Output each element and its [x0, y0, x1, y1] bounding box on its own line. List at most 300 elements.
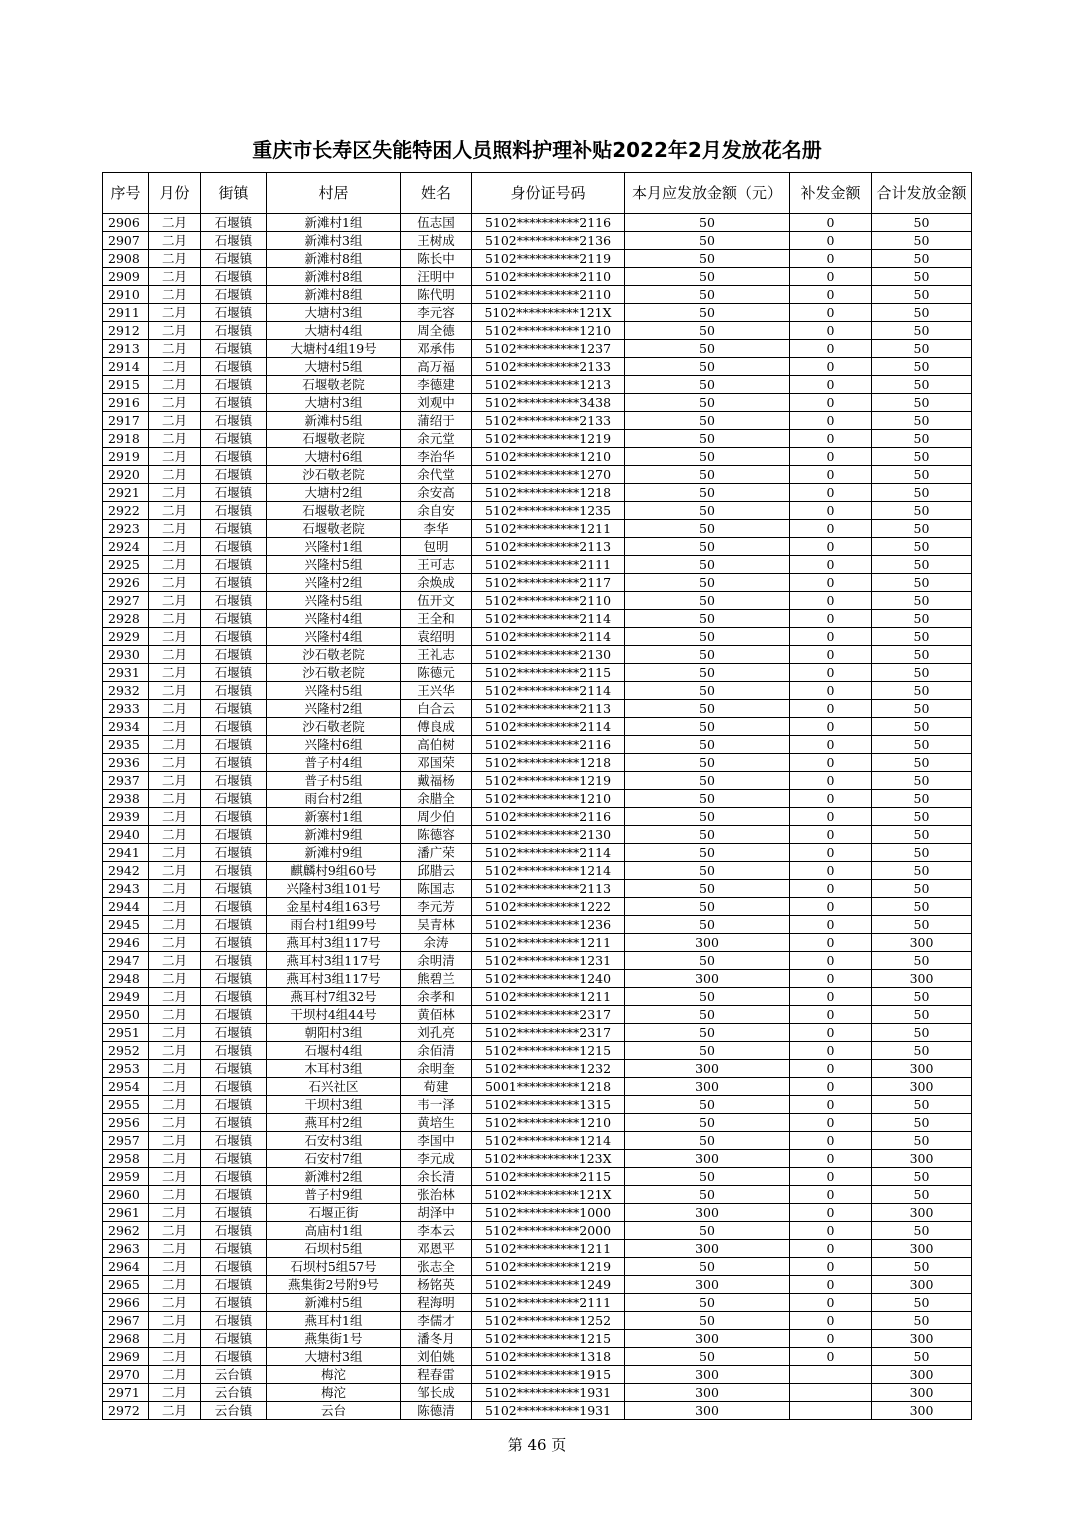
cell-village: 麒麟村9组60号 [267, 862, 401, 880]
table-row [103, 1150, 972, 1168]
cell-total-amount: 50 [872, 574, 972, 592]
cell-monthly-amount: 50 [625, 574, 790, 592]
cell-id-number: 5102**********1915 [472, 1366, 625, 1384]
cell-id-number: 5102**********1210 [472, 322, 625, 340]
table-row [103, 340, 972, 358]
cell-village: 燕耳村3组117号 [267, 934, 401, 952]
cell-town: 石堰镇 [201, 1186, 267, 1204]
cell-village: 新滩村5组 [267, 1294, 401, 1312]
cell-monthly-amount: 50 [625, 1258, 790, 1276]
cell-village: 金星村4组163号 [267, 898, 401, 916]
cell-monthly-amount: 50 [625, 898, 790, 916]
cell-town: 石堰镇 [201, 772, 267, 790]
cell-id-number: 5102**********2113 [472, 538, 625, 556]
table-row [103, 952, 972, 970]
cell-seq: 2911 [103, 304, 149, 322]
cell-total-amount: 50 [872, 1006, 972, 1024]
cell-id-number: 5102**********2136 [472, 232, 625, 250]
cell-monthly-amount: 300 [625, 1240, 790, 1258]
cell-town: 石堰镇 [201, 1150, 267, 1168]
cell-name: 黄培生 [401, 1114, 472, 1132]
cell-village: 新滩村8组 [267, 250, 401, 268]
cell-supplement-amount: 0 [790, 1042, 872, 1060]
header-id-number: 身份证号码 [472, 173, 625, 214]
cell-name: 余安高 [401, 484, 472, 502]
cell-month: 二月 [149, 358, 201, 376]
cell-month: 二月 [149, 1294, 201, 1312]
cell-month: 二月 [149, 448, 201, 466]
cell-seq: 2906 [103, 214, 149, 232]
cell-seq: 2936 [103, 754, 149, 772]
cell-town: 石堰镇 [201, 232, 267, 250]
cell-town: 石堰镇 [201, 988, 267, 1006]
cell-seq: 2946 [103, 934, 149, 952]
cell-month: 二月 [149, 610, 201, 628]
cell-name: 刘观中 [401, 394, 472, 412]
cell-month: 二月 [149, 304, 201, 322]
cell-total-amount: 50 [872, 376, 972, 394]
cell-total-amount: 50 [872, 664, 972, 682]
cell-monthly-amount: 50 [625, 232, 790, 250]
cell-month: 二月 [149, 1258, 201, 1276]
cell-village: 石安村7组 [267, 1150, 401, 1168]
cell-monthly-amount: 50 [625, 1168, 790, 1186]
cell-name: 王可志 [401, 556, 472, 574]
cell-month: 二月 [149, 232, 201, 250]
cell-town: 石堰镇 [201, 808, 267, 826]
cell-monthly-amount: 50 [625, 700, 790, 718]
cell-village: 普子村5组 [267, 772, 401, 790]
cell-name: 陈国志 [401, 880, 472, 898]
cell-supplement-amount: 0 [790, 1096, 872, 1114]
cell-month: 二月 [149, 682, 201, 700]
cell-month: 二月 [149, 1168, 201, 1186]
cell-town: 石堰镇 [201, 592, 267, 610]
cell-total-amount: 50 [872, 754, 972, 772]
cell-id-number: 5102**********2117 [472, 574, 625, 592]
cell-id-number: 5102**********1214 [472, 862, 625, 880]
cell-monthly-amount: 50 [625, 844, 790, 862]
table-row [103, 286, 972, 304]
cell-town: 石堰镇 [201, 358, 267, 376]
cell-village: 新滩村9组 [267, 826, 401, 844]
cell-id-number: 5102**********2116 [472, 214, 625, 232]
cell-seq: 2919 [103, 448, 149, 466]
cell-total-amount: 50 [872, 1024, 972, 1042]
cell-supplement-amount: 0 [790, 322, 872, 340]
cell-village: 燕耳村3组117号 [267, 952, 401, 970]
header-seq: 序号 [103, 173, 149, 214]
cell-monthly-amount: 50 [625, 1114, 790, 1132]
cell-monthly-amount: 50 [625, 664, 790, 682]
cell-village: 兴隆村6组 [267, 736, 401, 754]
cell-seq: 2938 [103, 790, 149, 808]
cell-total-amount: 50 [872, 322, 972, 340]
cell-id-number: 5102**********1219 [472, 772, 625, 790]
cell-id-number: 5102**********1235 [472, 502, 625, 520]
cell-supplement-amount: 0 [790, 1240, 872, 1258]
cell-town: 石堰镇 [201, 700, 267, 718]
cell-village: 石堰正街 [267, 1204, 401, 1222]
cell-total-amount: 300 [872, 1150, 972, 1168]
cell-supplement-amount: 0 [790, 268, 872, 286]
cell-seq: 2925 [103, 556, 149, 574]
cell-town: 石堰镇 [201, 430, 267, 448]
cell-supplement-amount: 0 [790, 682, 872, 700]
cell-month: 二月 [149, 1384, 201, 1402]
cell-name: 高伯树 [401, 736, 472, 754]
cell-name: 余焕成 [401, 574, 472, 592]
cell-total-amount: 50 [872, 358, 972, 376]
cell-monthly-amount: 50 [625, 1006, 790, 1024]
cell-name: 王兴华 [401, 682, 472, 700]
cell-total-amount: 50 [872, 808, 972, 826]
cell-village: 沙石敬老院 [267, 646, 401, 664]
table-row [103, 1294, 972, 1312]
cell-monthly-amount: 50 [625, 502, 790, 520]
cell-village: 梅沱 [267, 1384, 401, 1402]
cell-seq: 2963 [103, 1240, 149, 1258]
cell-total-amount: 300 [872, 1366, 972, 1384]
cell-village: 新滩村8组 [267, 268, 401, 286]
cell-month: 二月 [149, 1024, 201, 1042]
cell-monthly-amount: 50 [625, 538, 790, 556]
table-row [103, 1204, 972, 1222]
cell-month: 二月 [149, 250, 201, 268]
cell-town: 石堰镇 [201, 862, 267, 880]
table-row [103, 1132, 972, 1150]
cell-monthly-amount: 50 [625, 304, 790, 322]
cell-seq: 2952 [103, 1042, 149, 1060]
cell-name: 邹长成 [401, 1384, 472, 1402]
cell-total-amount: 50 [872, 1348, 972, 1366]
cell-total-amount: 300 [872, 1240, 972, 1258]
table-row [103, 1348, 972, 1366]
cell-name: 傅良成 [401, 718, 472, 736]
cell-name: 邓承伟 [401, 340, 472, 358]
cell-town: 石堰镇 [201, 214, 267, 232]
table-row [103, 1186, 972, 1204]
cell-seq: 2929 [103, 628, 149, 646]
table-row [103, 1096, 972, 1114]
cell-village: 干坝村4组44号 [267, 1006, 401, 1024]
cell-monthly-amount: 50 [625, 916, 790, 934]
cell-monthly-amount: 50 [625, 484, 790, 502]
cell-total-amount: 50 [872, 736, 972, 754]
cell-town: 石堰镇 [201, 1222, 267, 1240]
cell-monthly-amount: 300 [625, 1150, 790, 1168]
cell-total-amount: 50 [872, 916, 972, 934]
cell-monthly-amount: 50 [625, 430, 790, 448]
cell-month: 二月 [149, 520, 201, 538]
cell-id-number: 5102**********1210 [472, 448, 625, 466]
cell-monthly-amount: 50 [625, 1024, 790, 1042]
cell-seq: 2945 [103, 916, 149, 934]
table-row [103, 1330, 972, 1348]
cell-seq: 2931 [103, 664, 149, 682]
cell-name: 刘孔亮 [401, 1024, 472, 1042]
cell-id-number: 5102**********1211 [472, 1240, 625, 1258]
cell-monthly-amount: 300 [625, 1384, 790, 1402]
cell-id-number: 5102**********1219 [472, 1258, 625, 1276]
cell-seq: 2959 [103, 1168, 149, 1186]
table-row [103, 556, 972, 574]
cell-village: 兴隆村2组 [267, 700, 401, 718]
cell-seq: 2908 [103, 250, 149, 268]
cell-seq: 2932 [103, 682, 149, 700]
cell-village: 石坝村5组 [267, 1240, 401, 1258]
cell-total-amount: 50 [872, 286, 972, 304]
table-row [103, 214, 972, 232]
cell-supplement-amount: 0 [790, 430, 872, 448]
cell-supplement-amount: 0 [790, 214, 872, 232]
cell-supplement-amount: 0 [790, 574, 872, 592]
cell-supplement-amount: 0 [790, 1204, 872, 1222]
cell-monthly-amount: 300 [625, 1366, 790, 1384]
cell-total-amount: 50 [872, 1312, 972, 1330]
table-row [103, 358, 972, 376]
cell-village: 石坝村5组57号 [267, 1258, 401, 1276]
cell-supplement-amount: 0 [790, 700, 872, 718]
cell-supplement-amount: 0 [790, 826, 872, 844]
cell-town: 石堰镇 [201, 952, 267, 970]
cell-seq: 2926 [103, 574, 149, 592]
cell-name: 李国中 [401, 1132, 472, 1150]
cell-total-amount: 50 [872, 538, 972, 556]
cell-id-number: 5102**********2114 [472, 718, 625, 736]
cell-seq: 2967 [103, 1312, 149, 1330]
cell-seq: 2934 [103, 718, 149, 736]
cell-name: 程春雷 [401, 1366, 472, 1384]
cell-seq: 2917 [103, 412, 149, 430]
cell-town: 石堰镇 [201, 1348, 267, 1366]
cell-monthly-amount: 50 [625, 754, 790, 772]
cell-total-amount: 50 [872, 628, 972, 646]
cell-supplement-amount: 0 [790, 376, 872, 394]
cell-seq: 2944 [103, 898, 149, 916]
cell-supplement-amount: 0 [790, 916, 872, 934]
table-row [103, 628, 972, 646]
cell-total-amount: 50 [872, 1132, 972, 1150]
cell-name: 余长清 [401, 1168, 472, 1186]
table-row [103, 1312, 972, 1330]
cell-monthly-amount: 50 [625, 250, 790, 268]
cell-total-amount: 50 [872, 1096, 972, 1114]
cell-month: 二月 [149, 340, 201, 358]
header-monthly-amount: 本月应发放金额（元） [625, 173, 790, 214]
cell-id-number: 5102**********1211 [472, 520, 625, 538]
cell-village: 燕集街1号 [267, 1330, 401, 1348]
table-row [103, 1276, 972, 1294]
cell-total-amount: 50 [872, 988, 972, 1006]
cell-id-number: 5102**********1237 [472, 340, 625, 358]
cell-id-number: 5001**********1218 [472, 1078, 625, 1096]
cell-supplement-amount: 0 [790, 412, 872, 430]
cell-monthly-amount: 50 [625, 952, 790, 970]
cell-supplement-amount: 0 [790, 1024, 872, 1042]
cell-town: 石堰镇 [201, 1096, 267, 1114]
cell-month: 二月 [149, 1366, 201, 1384]
cell-village: 兴隆村5组 [267, 556, 401, 574]
cell-id-number: 5102**********1240 [472, 970, 625, 988]
cell-supplement-amount: 0 [790, 286, 872, 304]
cell-total-amount: 300 [872, 1276, 972, 1294]
cell-month: 二月 [149, 286, 201, 304]
cell-town: 石堰镇 [201, 1204, 267, 1222]
cell-town: 石堰镇 [201, 718, 267, 736]
cell-town: 云台镇 [201, 1366, 267, 1384]
cell-supplement-amount: 0 [790, 1150, 872, 1168]
cell-supplement-amount [790, 1402, 872, 1420]
cell-town: 石堰镇 [201, 1078, 267, 1096]
cell-id-number: 5102**********1210 [472, 1114, 625, 1132]
cell-town: 石堰镇 [201, 1114, 267, 1132]
cell-id-number: 5102**********1214 [472, 1132, 625, 1150]
table-row [103, 880, 972, 898]
cell-id-number: 5102**********1236 [472, 916, 625, 934]
cell-monthly-amount: 50 [625, 340, 790, 358]
cell-supplement-amount: 0 [790, 1276, 872, 1294]
cell-name: 余明奎 [401, 1060, 472, 1078]
cell-monthly-amount: 50 [625, 790, 790, 808]
cell-monthly-amount: 300 [625, 1330, 790, 1348]
cell-supplement-amount: 0 [790, 934, 872, 952]
cell-month: 二月 [149, 970, 201, 988]
cell-seq: 2961 [103, 1204, 149, 1222]
cell-name: 伍开文 [401, 592, 472, 610]
table-row [103, 646, 972, 664]
cell-seq: 2916 [103, 394, 149, 412]
cell-supplement-amount: 0 [790, 1132, 872, 1150]
table-row [103, 232, 972, 250]
cell-name: 胡泽中 [401, 1204, 472, 1222]
cell-village: 石堰敬老院 [267, 430, 401, 448]
table-header-row [103, 173, 972, 214]
cell-seq: 2913 [103, 340, 149, 358]
cell-monthly-amount: 300 [625, 1204, 790, 1222]
table-row [103, 934, 972, 952]
cell-supplement-amount: 0 [790, 1168, 872, 1186]
cell-village: 兴隆村2组 [267, 574, 401, 592]
cell-total-amount: 50 [872, 1222, 972, 1240]
cell-town: 云台镇 [201, 1402, 267, 1420]
cell-village: 大塘村4组19号 [267, 340, 401, 358]
cell-id-number: 5102**********2114 [472, 628, 625, 646]
cell-id-number: 5102**********1231 [472, 952, 625, 970]
cell-town: 石堰镇 [201, 448, 267, 466]
cell-month: 二月 [149, 1186, 201, 1204]
cell-id-number: 5102**********2114 [472, 610, 625, 628]
table-row [103, 1222, 972, 1240]
cell-seq: 2958 [103, 1150, 149, 1168]
cell-total-amount: 50 [872, 250, 972, 268]
cell-monthly-amount: 50 [625, 556, 790, 574]
cell-total-amount: 50 [872, 772, 972, 790]
cell-name: 余元堂 [401, 430, 472, 448]
cell-seq: 2937 [103, 772, 149, 790]
cell-month: 二月 [149, 1312, 201, 1330]
table-row [103, 1078, 972, 1096]
cell-seq: 2950 [103, 1006, 149, 1024]
cell-seq: 2947 [103, 952, 149, 970]
cell-town: 石堰镇 [201, 970, 267, 988]
cell-name: 韦一泽 [401, 1096, 472, 1114]
cell-seq: 2924 [103, 538, 149, 556]
cell-seq: 2954 [103, 1078, 149, 1096]
table-row [103, 268, 972, 286]
cell-seq: 2933 [103, 700, 149, 718]
cell-village: 燕耳村2组 [267, 1114, 401, 1132]
cell-total-amount: 50 [872, 610, 972, 628]
cell-name: 吴青林 [401, 916, 472, 934]
cell-name: 李德建 [401, 376, 472, 394]
cell-supplement-amount: 0 [790, 466, 872, 484]
table-row [103, 1006, 972, 1024]
cell-monthly-amount: 50 [625, 358, 790, 376]
cell-seq: 2909 [103, 268, 149, 286]
cell-id-number: 5102**********1222 [472, 898, 625, 916]
cell-seq: 2907 [103, 232, 149, 250]
table-row [103, 916, 972, 934]
cell-monthly-amount: 300 [625, 1402, 790, 1420]
cell-total-amount: 50 [872, 412, 972, 430]
cell-id-number: 5102**********1219 [472, 430, 625, 448]
cell-village: 梅沱 [267, 1366, 401, 1384]
cell-month: 二月 [149, 916, 201, 934]
cell-supplement-amount: 0 [790, 952, 872, 970]
table-row [103, 1384, 972, 1402]
cell-monthly-amount: 50 [625, 610, 790, 628]
cell-supplement-amount: 0 [790, 232, 872, 250]
cell-name: 包明 [401, 538, 472, 556]
cell-village: 大塘村6组 [267, 448, 401, 466]
cell-total-amount: 50 [872, 394, 972, 412]
cell-seq: 2972 [103, 1402, 149, 1420]
cell-seq: 2910 [103, 286, 149, 304]
table-row [103, 376, 972, 394]
cell-total-amount: 50 [872, 502, 972, 520]
cell-monthly-amount: 50 [625, 880, 790, 898]
cell-supplement-amount: 0 [790, 772, 872, 790]
cell-id-number: 5102**********2111 [472, 556, 625, 574]
table-row [103, 1114, 972, 1132]
cell-name: 李治华 [401, 448, 472, 466]
cell-village: 燕耳村3组117号 [267, 970, 401, 988]
cell-name: 潘广荣 [401, 844, 472, 862]
cell-id-number: 5102**********2114 [472, 682, 625, 700]
cell-village: 雨台村1组99号 [267, 916, 401, 934]
cell-month: 二月 [149, 376, 201, 394]
cell-name: 高万福 [401, 358, 472, 376]
cell-town: 石堰镇 [201, 754, 267, 772]
cell-total-amount: 50 [872, 484, 972, 502]
cell-town: 石堰镇 [201, 268, 267, 286]
cell-month: 二月 [149, 1222, 201, 1240]
table-row [103, 664, 972, 682]
cell-seq: 2956 [103, 1114, 149, 1132]
table-row [103, 1024, 972, 1042]
cell-monthly-amount: 50 [625, 412, 790, 430]
cell-village: 兴隆村5组 [267, 682, 401, 700]
cell-name: 余涛 [401, 934, 472, 952]
cell-total-amount: 300 [872, 1330, 972, 1348]
cell-name: 李儒才 [401, 1312, 472, 1330]
cell-village: 新寨村1组 [267, 808, 401, 826]
cell-town: 石堰镇 [201, 466, 267, 484]
cell-id-number: 5102**********2119 [472, 250, 625, 268]
cell-town: 石堰镇 [201, 538, 267, 556]
cell-supplement-amount: 0 [790, 1006, 872, 1024]
